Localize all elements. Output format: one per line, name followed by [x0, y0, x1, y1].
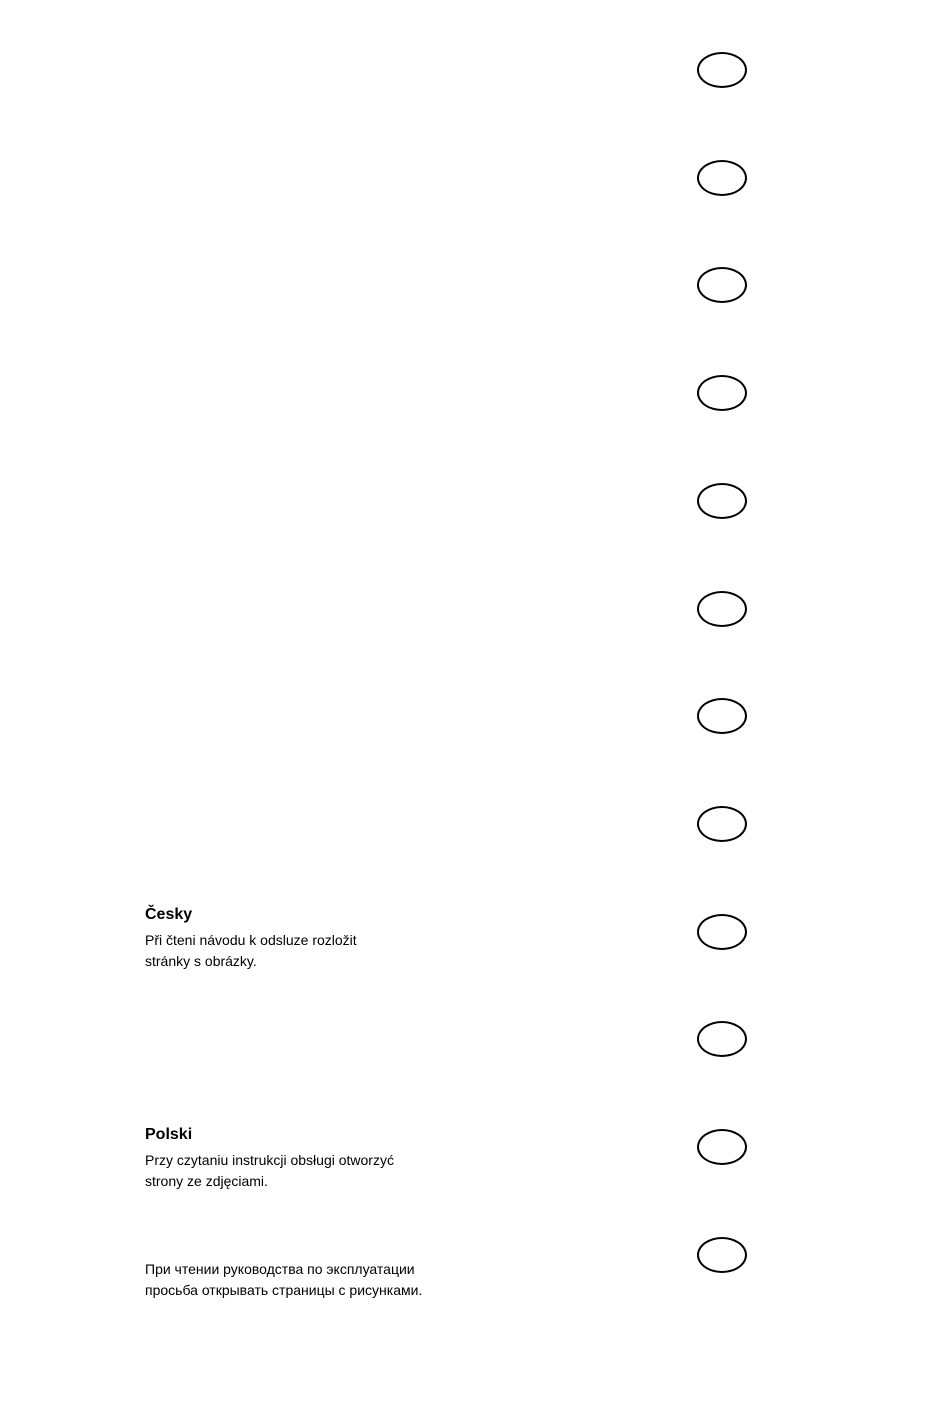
binding-hole: [697, 591, 747, 627]
section-russian: [145, 1259, 505, 1301]
binding-hole: [697, 698, 747, 734]
text-line: При чтении руководства по эксплуатации: [145, 1261, 415, 1277]
binding-hole: [697, 1021, 747, 1057]
text-line: просьба открывать страницы с рисунками.: [145, 1282, 423, 1298]
section-czech: [145, 905, 505, 972]
binding-hole: [697, 806, 747, 842]
section-polish: [145, 1125, 505, 1192]
text-line: Przy czytaniu instrukcji obsługi otworzyć: [145, 1152, 394, 1168]
section-text-czech: [145, 930, 505, 972]
text-line: strony ze zdjęciami.: [145, 1173, 268, 1189]
binding-hole: [697, 52, 747, 88]
text-line: Při čteni návodu k odsluze rozložit: [145, 932, 357, 948]
binding-hole: [697, 1129, 747, 1165]
binding-hole: [697, 160, 747, 196]
binding-hole: [697, 483, 747, 519]
section-title-polish: Polski: [145, 1126, 193, 1143]
binding-hole: [697, 914, 747, 950]
text-line: stránky s obrázky.: [145, 953, 257, 969]
binding-hole: [697, 375, 747, 411]
section-text-russian: [145, 1259, 505, 1301]
binding-hole: [697, 1237, 747, 1273]
section-text-polish: [145, 1150, 505, 1192]
binding-hole: [697, 267, 747, 303]
section-title-czech: Česky: [145, 906, 193, 923]
